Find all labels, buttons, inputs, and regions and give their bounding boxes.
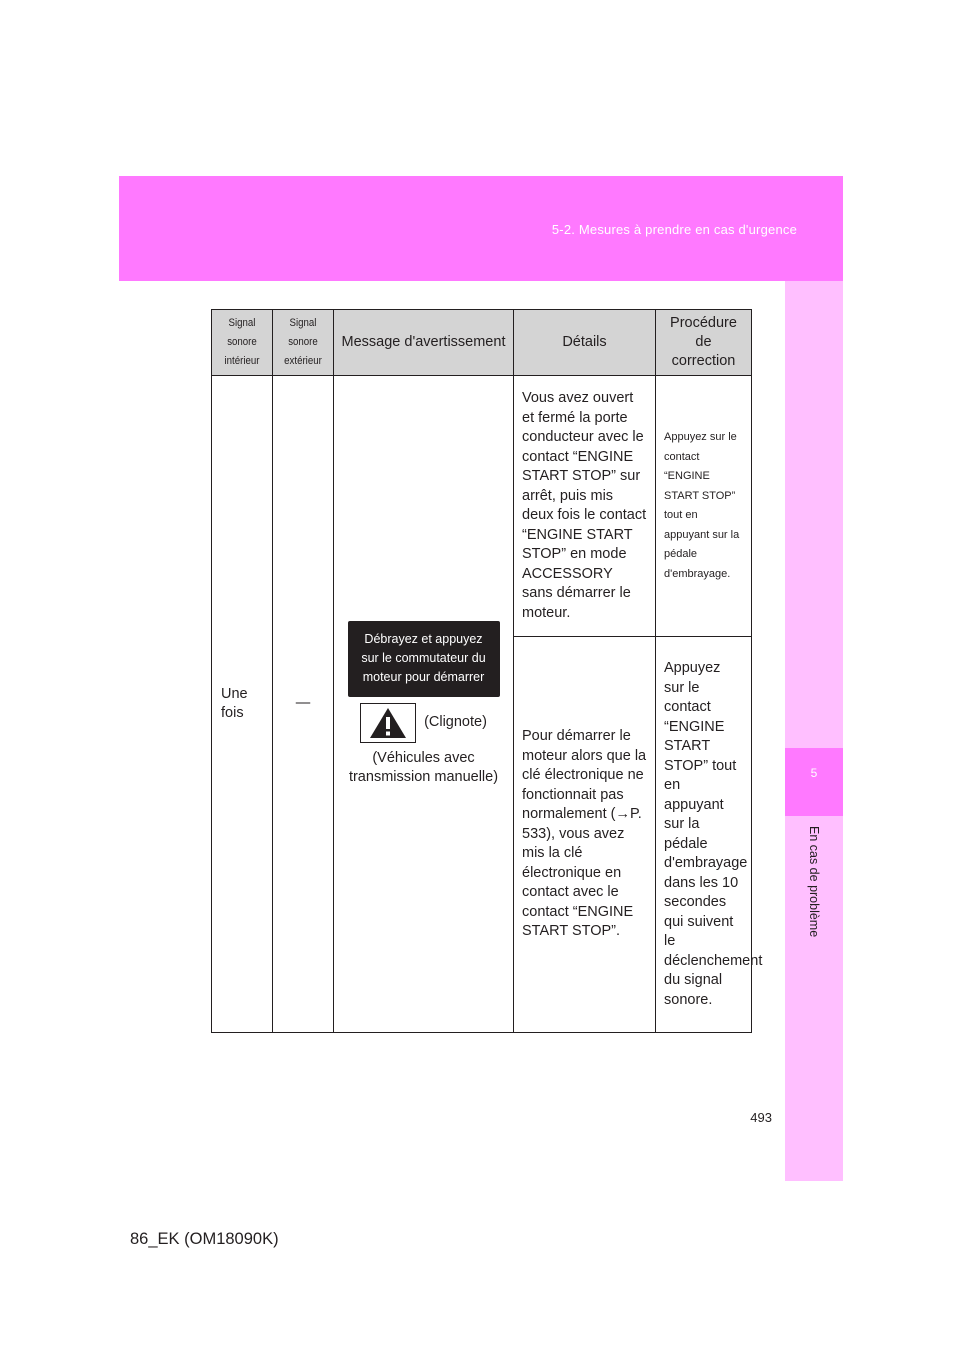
- chapter-label: En cas de problème: [807, 826, 821, 938]
- section-header-band: [119, 176, 843, 281]
- header-message: Message d'avertissement: [334, 310, 514, 376]
- message-display: [348, 621, 500, 697]
- table-header-row: [212, 310, 752, 376]
- warning-triangle-icon: [360, 703, 416, 743]
- page-number: 493: [750, 1110, 772, 1125]
- chapter-label-wrap: [785, 826, 843, 966]
- warning-table: [211, 309, 763, 1033]
- details-cell-2: [514, 637, 656, 1033]
- exterior-signal-cell: [273, 376, 334, 1033]
- correction-cell-1: [656, 376, 752, 637]
- header-interior-signal-text: Signal sonore intérieur: [224, 317, 260, 367]
- flash-row: [360, 703, 487, 743]
- side-strip: [785, 281, 843, 1181]
- details-text-1: Vous avez ouvert et fermé la porte conducteur avec le contact “ENGINE START STOP” sur arrêt, puis mis deux fois le contact “ENGINE START STOP” en mode ACCESSORY sans démarrer le moteur.: [522, 390, 647, 621]
- correction-text-1: Appuyez sur le contact “ENGINE START STOP” tout en appuyant sur la pédale d'embrayage.: [664, 431, 740, 580]
- correction-cell-2: [656, 637, 763, 1033]
- header-interior-signal: [212, 310, 273, 376]
- interior-signal: Une fois: [221, 685, 248, 721]
- interior-signal-cell: [212, 376, 273, 1033]
- header-correction: Procédure de correction: [656, 310, 752, 376]
- message-cell: [334, 376, 514, 1033]
- details-cell-1: [514, 376, 656, 637]
- correction-text-2: Appuyez sur le contact “ENGINE START STOP” tout en appuyant sur la pédale d'embrayage dans les 10 secondes qui suivent le déclenchement du signal sonore.: [664, 660, 763, 1008]
- document-code: 86_EK (OM18090K): [130, 1230, 279, 1248]
- header-exterior-signal-text: Signal sonore extérieur: [284, 317, 322, 367]
- message-wrap: [334, 621, 513, 788]
- chapter-tab: [785, 748, 843, 816]
- header-details: Détails: [514, 310, 656, 376]
- table-row: [212, 376, 752, 637]
- message-display-text: Débrayez et appuyez sur le commutateur du moteur pour démarrer: [361, 632, 486, 684]
- details-text-2: Pour démarrer le moteur alors que la clé électronique ne fonctionnait pas normalement (→P. 533), vous avez mis la clé électronique en contact avec le contact “ENGINE START STOP”.: [522, 728, 647, 940]
- section-title: 5-2. Mesures à prendre en cas d'urgence: [551, 222, 797, 237]
- flash-note: (Clignote): [424, 713, 487, 730]
- vehicle-note: (Véhicules avec transmission manuelle): [348, 749, 499, 785]
- chapter-number: 5: [810, 766, 818, 780]
- header-exterior-signal: [273, 310, 334, 376]
- exterior-signal: —: [295, 695, 311, 712]
